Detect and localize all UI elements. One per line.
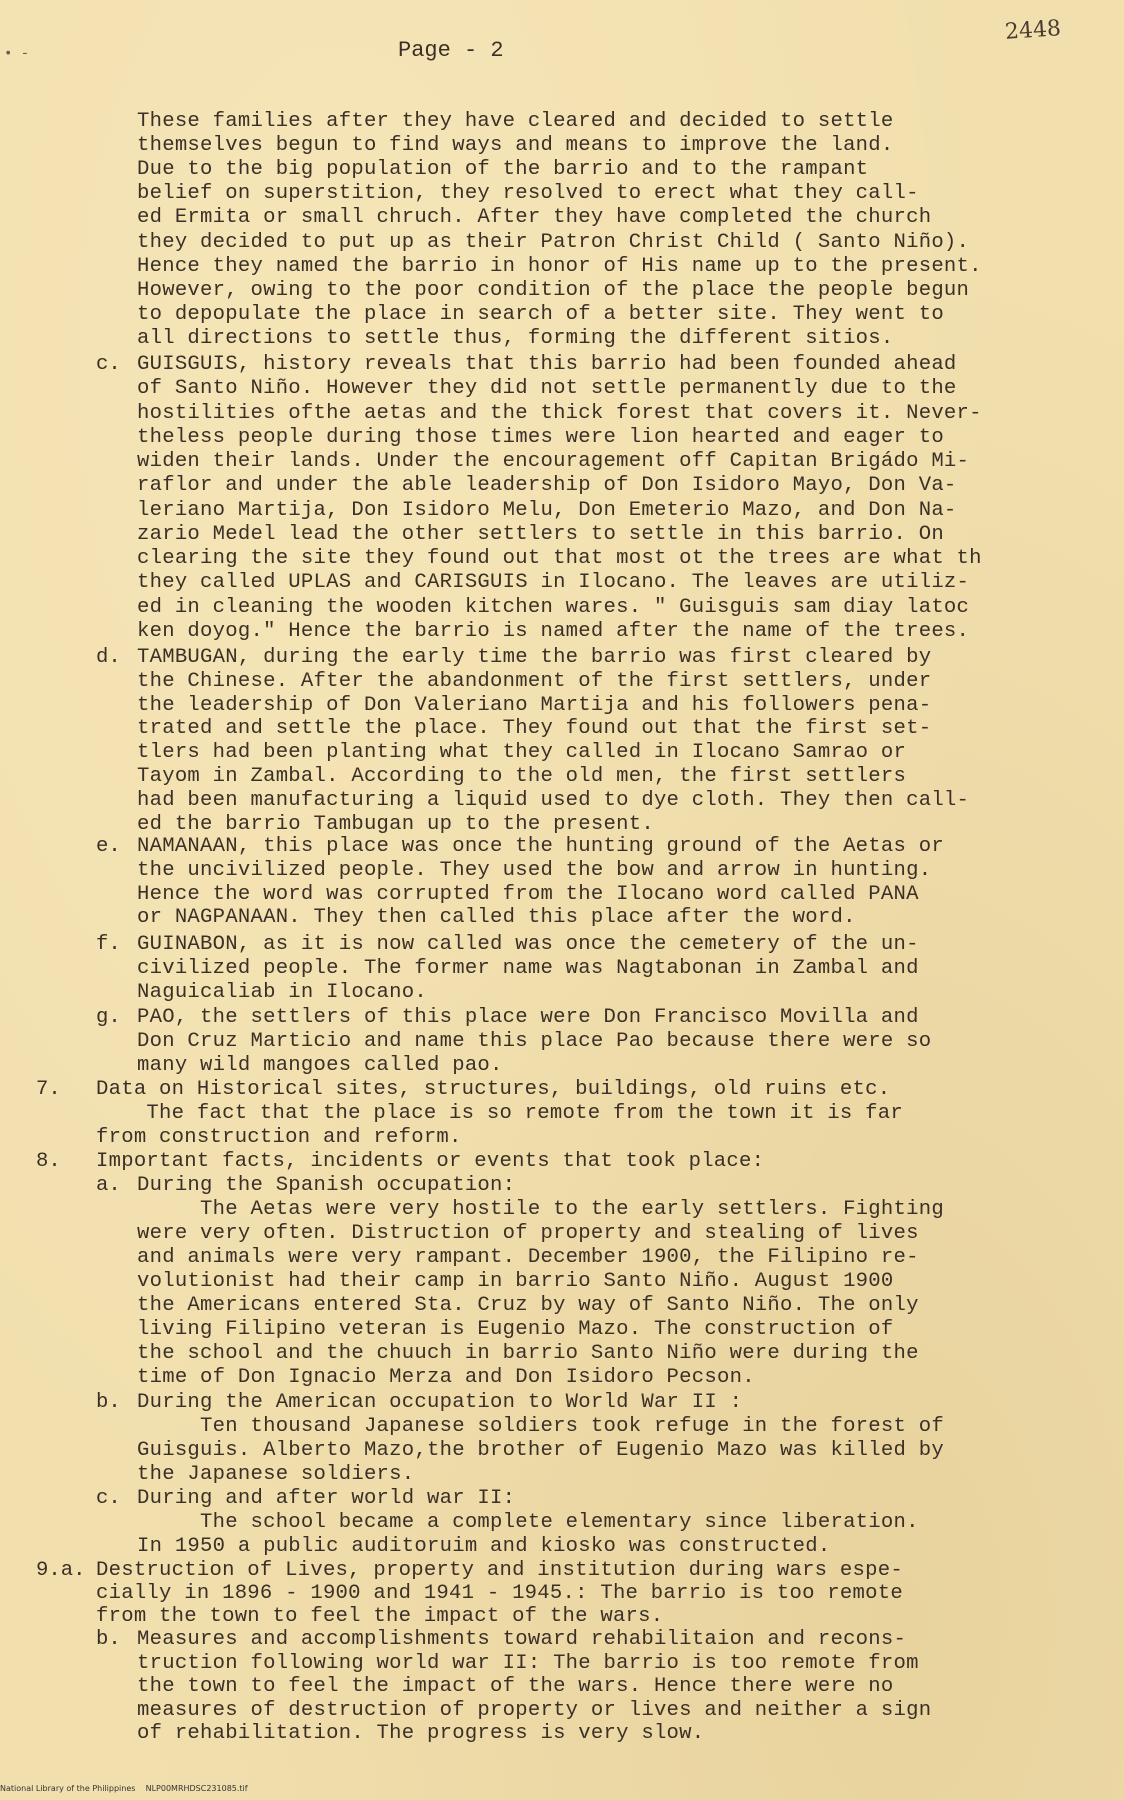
- text-line: the Americans entered Sta. Cruz by way of Santo Niño. The only: [137, 1294, 919, 1318]
- text-line: living Filipino veteran is Eugenio Mazo. The construction of: [137, 1318, 894, 1342]
- text-line: ed the barrio Tambugan up to the present.: [137, 812, 654, 836]
- text-line: hostilities ofthe aetas and the thick forest that covers it. Never-: [137, 401, 982, 425]
- archive-footer: National Library of the Philippines NLP00MRHDSC231085.tif: [0, 1784, 248, 1793]
- text-line: the school and the chuuch in barrio Santo Niño were during the: [137, 1342, 919, 1366]
- text-line: of Santo Niño. However they did not settle permanently due to the: [137, 377, 957, 401]
- text-line: The fact that the place is so remote from the town it is far: [96, 1102, 903, 1125]
- item-label: 8.: [36, 1150, 61, 1173]
- text-line: These families after they have cleared and decided to settle: [137, 110, 894, 133]
- text-line: were very often. Distruction of property and stealing of lives: [137, 1222, 919, 1246]
- text-line: from construction and reform.: [96, 1126, 462, 1149]
- text-line: had been manufacturing a liquid used to dye cloth. They then call-: [137, 788, 970, 812]
- text-line: TAMBUGAN, during the early time the barrio was first cleared by: [137, 646, 932, 669]
- text-line: civilized people. The former name was Nagtabonan in Zambal and: [137, 957, 919, 980]
- text-line: During the Spanish occupation:: [137, 1174, 516, 1197]
- text-line: or NAGPANAAN. They then called this place after the word.: [137, 906, 856, 930]
- text-line: cially in 1896 - 1900 and 1941 - 1945.: The barrio is too remote: [96, 1582, 903, 1605]
- item-label: c.: [96, 353, 121, 376]
- text-line: Important facts, incidents or events that took place:: [96, 1150, 765, 1173]
- text-line: the town to feel the impact of the wars. Hence there were no: [137, 1675, 894, 1699]
- item-label: 9.a.: [36, 1559, 86, 1582]
- text-line: they called UPLAS and CARISGUIS in Ilocano. The leaves are utiliz-: [137, 571, 970, 595]
- text-line: volutionist had their camp in barrio Santo Niño. August 1900: [137, 1270, 894, 1294]
- text-line: The Aetas were very hostile to the early settlers. Fighting: [137, 1198, 944, 1222]
- text-line: GUISGUIS, history reveals that this barrio had been founded ahead: [137, 353, 957, 376]
- text-line: the uncivilized people. They used the bow and arrow in hunting.: [137, 858, 932, 882]
- text-line: widen their lands. Under the encouragement off Capitan Brigádo Mi-: [137, 450, 970, 473]
- text-line: of rehabilitation. The progress is very slow.: [137, 1722, 705, 1746]
- text-line: ed Ermita or small chruch. After they have completed the church: [137, 206, 932, 230]
- text-line: the Japanese soldiers.: [137, 1463, 415, 1486]
- text-line: NAMANAAN, this place was once the hunting ground of the Aetas or: [137, 835, 944, 858]
- item-label: b.: [96, 1391, 121, 1414]
- text-line: clearing the site they found out that most ot the trees are what th: [137, 547, 982, 570]
- text-line: PAO, the settlers of this place were Don Francisco Movilla and: [137, 1006, 919, 1029]
- text-line: However, owing to the poor condition of the place the people begun: [137, 278, 970, 302]
- text-line: truction following world war II: The barrio is too remote from: [137, 1651, 919, 1675]
- text-line: Don Cruz Marticio and name this place Pao because there were so: [137, 1030, 932, 1053]
- text-line: from the town to feel the impact of the wars.: [96, 1605, 664, 1628]
- text-line: theless people during those times were lion hearted and eager to: [137, 425, 944, 449]
- text-line: Naguicaliab in Ilocano.: [137, 981, 427, 1004]
- text-line: Hence they named the barrio in honor of His name up to the present.: [137, 254, 982, 278]
- text-line: and animals were very rampant. December 1900, the Filipino re-: [137, 1246, 919, 1270]
- text-line: Tayom in Zambal. According to the old men, the first settlers: [137, 765, 907, 788]
- text-line: trated and settle the place. They found out that the first set-: [137, 717, 932, 741]
- item-label: g.: [96, 1006, 121, 1029]
- text-line: all directions to settle thus, forming the different sitios.: [137, 326, 894, 350]
- item-label: a.: [96, 1174, 121, 1197]
- item-label: e.: [96, 835, 121, 858]
- text-line: many wild mangoes called pao.: [137, 1054, 503, 1077]
- text-line: belief on superstition, they resolved to erect what they call-: [137, 182, 919, 206]
- text-line: zario Medel lead the other settlers to settle in this barrio. On: [137, 522, 944, 546]
- text-line: Destruction of Lives, property and institution during wars espe-: [96, 1559, 903, 1582]
- text-line: tlers had been planting what they called in Ilocano Samrao or: [137, 741, 907, 765]
- text-line: During the American occupation to World War II :: [137, 1391, 743, 1414]
- text-line: ed in cleaning the wooden kitchen wares. " Guisguis sam diay latoc: [137, 595, 970, 619]
- handwritten-reference-number: 2448: [1004, 16, 1062, 45]
- text-line: Measures and accomplishments toward rehabilitaion and recons-: [137, 1628, 907, 1651]
- text-line: The school became a complete elementary since liberation.: [137, 1511, 919, 1534]
- text-line: Data on Historical sites, structures, buildings, old ruins etc.: [96, 1078, 891, 1101]
- item-label: b.: [96, 1628, 121, 1651]
- item-label: c.: [96, 1487, 121, 1510]
- text-line: Guisguis. Alberto Mazo,the brother of Eugenio Mazo was killed by: [137, 1439, 944, 1462]
- text-line: Ten thousand Japanese soldiers took refuge in the forest of: [137, 1415, 944, 1438]
- item-label: d.: [96, 646, 121, 669]
- text-line: ken doyog." Hence the barrio is named after the name of the trees.: [137, 619, 970, 643]
- page-number-header: Page - 2: [398, 38, 504, 63]
- item-label: 7.: [36, 1078, 61, 1101]
- text-line: leriano Martija, Don Isidoro Melu, Don Emeterio Mazo, and Don Na-: [137, 498, 957, 522]
- text-line: During and after world war II:: [137, 1487, 516, 1510]
- text-line: Due to the big population of the barrio and to the rampant: [137, 158, 869, 182]
- text-line: Hence the word was corrupted from the Ilocano word called PANA: [137, 882, 919, 906]
- text-line: In 1950 a public auditoruim and kiosko was constructed.: [137, 1535, 831, 1558]
- text-line: time of Don Ignacio Merza and Don Isidoro Pecson.: [137, 1366, 755, 1390]
- item-label: f.: [96, 933, 121, 956]
- margin-marks: • -: [4, 46, 30, 62]
- text-line: measures of destruction of property or lives and neither a sign: [137, 1698, 932, 1722]
- text-line: they decided to put up as their Patron Christ Child ( Santo Niño).: [137, 230, 970, 254]
- text-line: to depopulate the place in search of a better site. They went to: [137, 302, 944, 326]
- text-line: themselves begun to find ways and means to improve the land.: [137, 134, 894, 158]
- text-line: GUINABON, as it is now called was once the cemetery of the un-: [137, 933, 919, 956]
- text-line: the Chinese. After the abandonment of the first settlers, under: [137, 669, 932, 693]
- text-line: the leadership of Don Valeriano Martija and his followers pena-: [137, 693, 932, 717]
- text-line: raflor and under the able leadership of Don Isidoro Mayo, Don Va-: [137, 474, 957, 498]
